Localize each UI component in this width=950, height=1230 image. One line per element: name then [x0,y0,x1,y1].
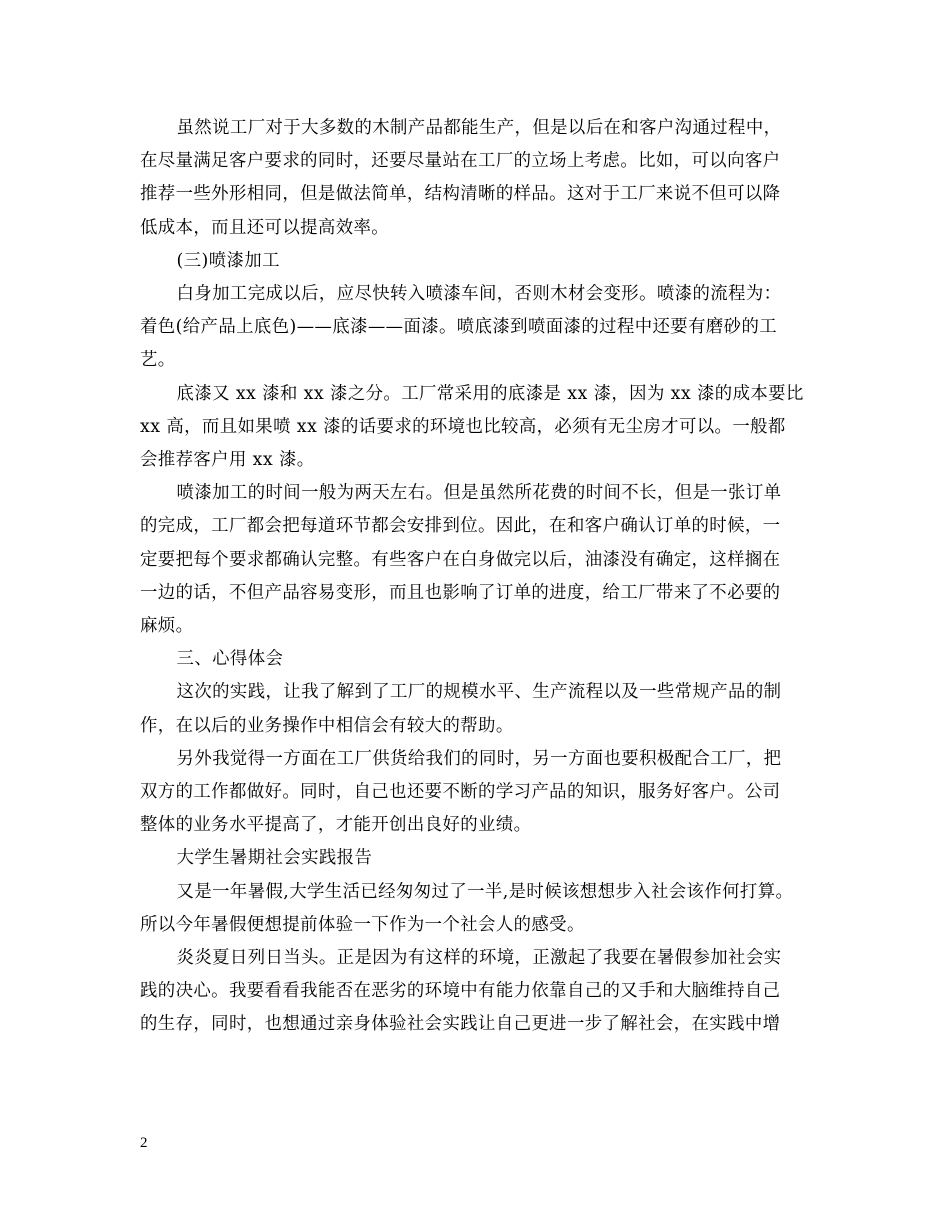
paragraph: 喷漆加工的时间一般为两天左右。但是虽然所花费的时间不长，但是一张订单 的完成，工厂都会把每道环节都会安排到位。因此，在和客户确认订单的时候，一 定要把每个要求都确认完整。有些客户在白身做完以后，油漆没有确定，这样搁在 一边的话，不但产品容易变形，而且也影响了订单的进度，给工厂带来了不必要的 麻烦。 [140,483,782,637]
page-number: 2 [140,1135,148,1151]
paragraph: 白身加工完成以后，应尽快转入喷漆车间，否则木材会变形。喷漆的流程为： 着色(给产品上底色)——底漆——面漆。喷底漆到喷面漆的过程中还要有磨砂的工 艺。 [140,284,782,371]
section-heading-spray-painting: (三)喷漆加工 [176,250,280,271]
paragraph: 底漆又 xx 漆和 xx 漆之分。工厂常采用的底漆是 xx 漆，因为 xx 漆的成本要比 xx 高，而且如果喷 xx 漆的话要求的环境也比较高，必须有无尘房才可以。一般都 会推荐客户用 xx 漆。 [140,383,804,471]
section-heading-reflections: 三、心得体会 [176,649,284,670]
paragraph: 又是一年暑假,大学生活已经匆匆过了一半,是时候该想想步入社会该作何打算。 所以今年暑假便想提前体验一下作为一个社会人的感受。 [140,881,794,935]
paragraph: 炎炎夏日列日当头。正是因为有这样的环境，正激起了我要在暑假参加社会实 践的决心。我要看看我能否在恶劣的环境中有能力依靠自己的又手和大脑维持自己 的生存，同时，也想通过亲身体验社会实践让自己更进一步了解社会，在实践中增 [140,948,782,1035]
report-title: 大学生暑期社会实践报告 [176,848,373,869]
document-body [140,112,812,1042]
paragraph: 虽然说工厂对于大多数的木制产品都能生产，但是以后在和客户沟通过程中， 在尽量满足客户要求的同时，还要尽量站在工厂的立场上考虑。比如，可以向客户 推荐一些外形相同，但是做法简单，结构清晰的样品。这对于工厂来说不但可以降 低成本，而且还可以提高效率。 [140,118,782,238]
paragraph: 另外我觉得一方面在工厂供货给我们的同时，另一方面也要积极配合工厂，把 双方的工作都做好。同时，自己也还要不断的学习产品的知识，服务好客户。公司 整体的业务水平提高了，才能开创出良好的业绩。 [140,748,782,836]
paragraph: 这次的实践，让我了解到了工厂的规模水平、生产流程以及一些常规产品的制 作，在以后的业务操作中相信会有较大的帮助。 [140,682,782,736]
